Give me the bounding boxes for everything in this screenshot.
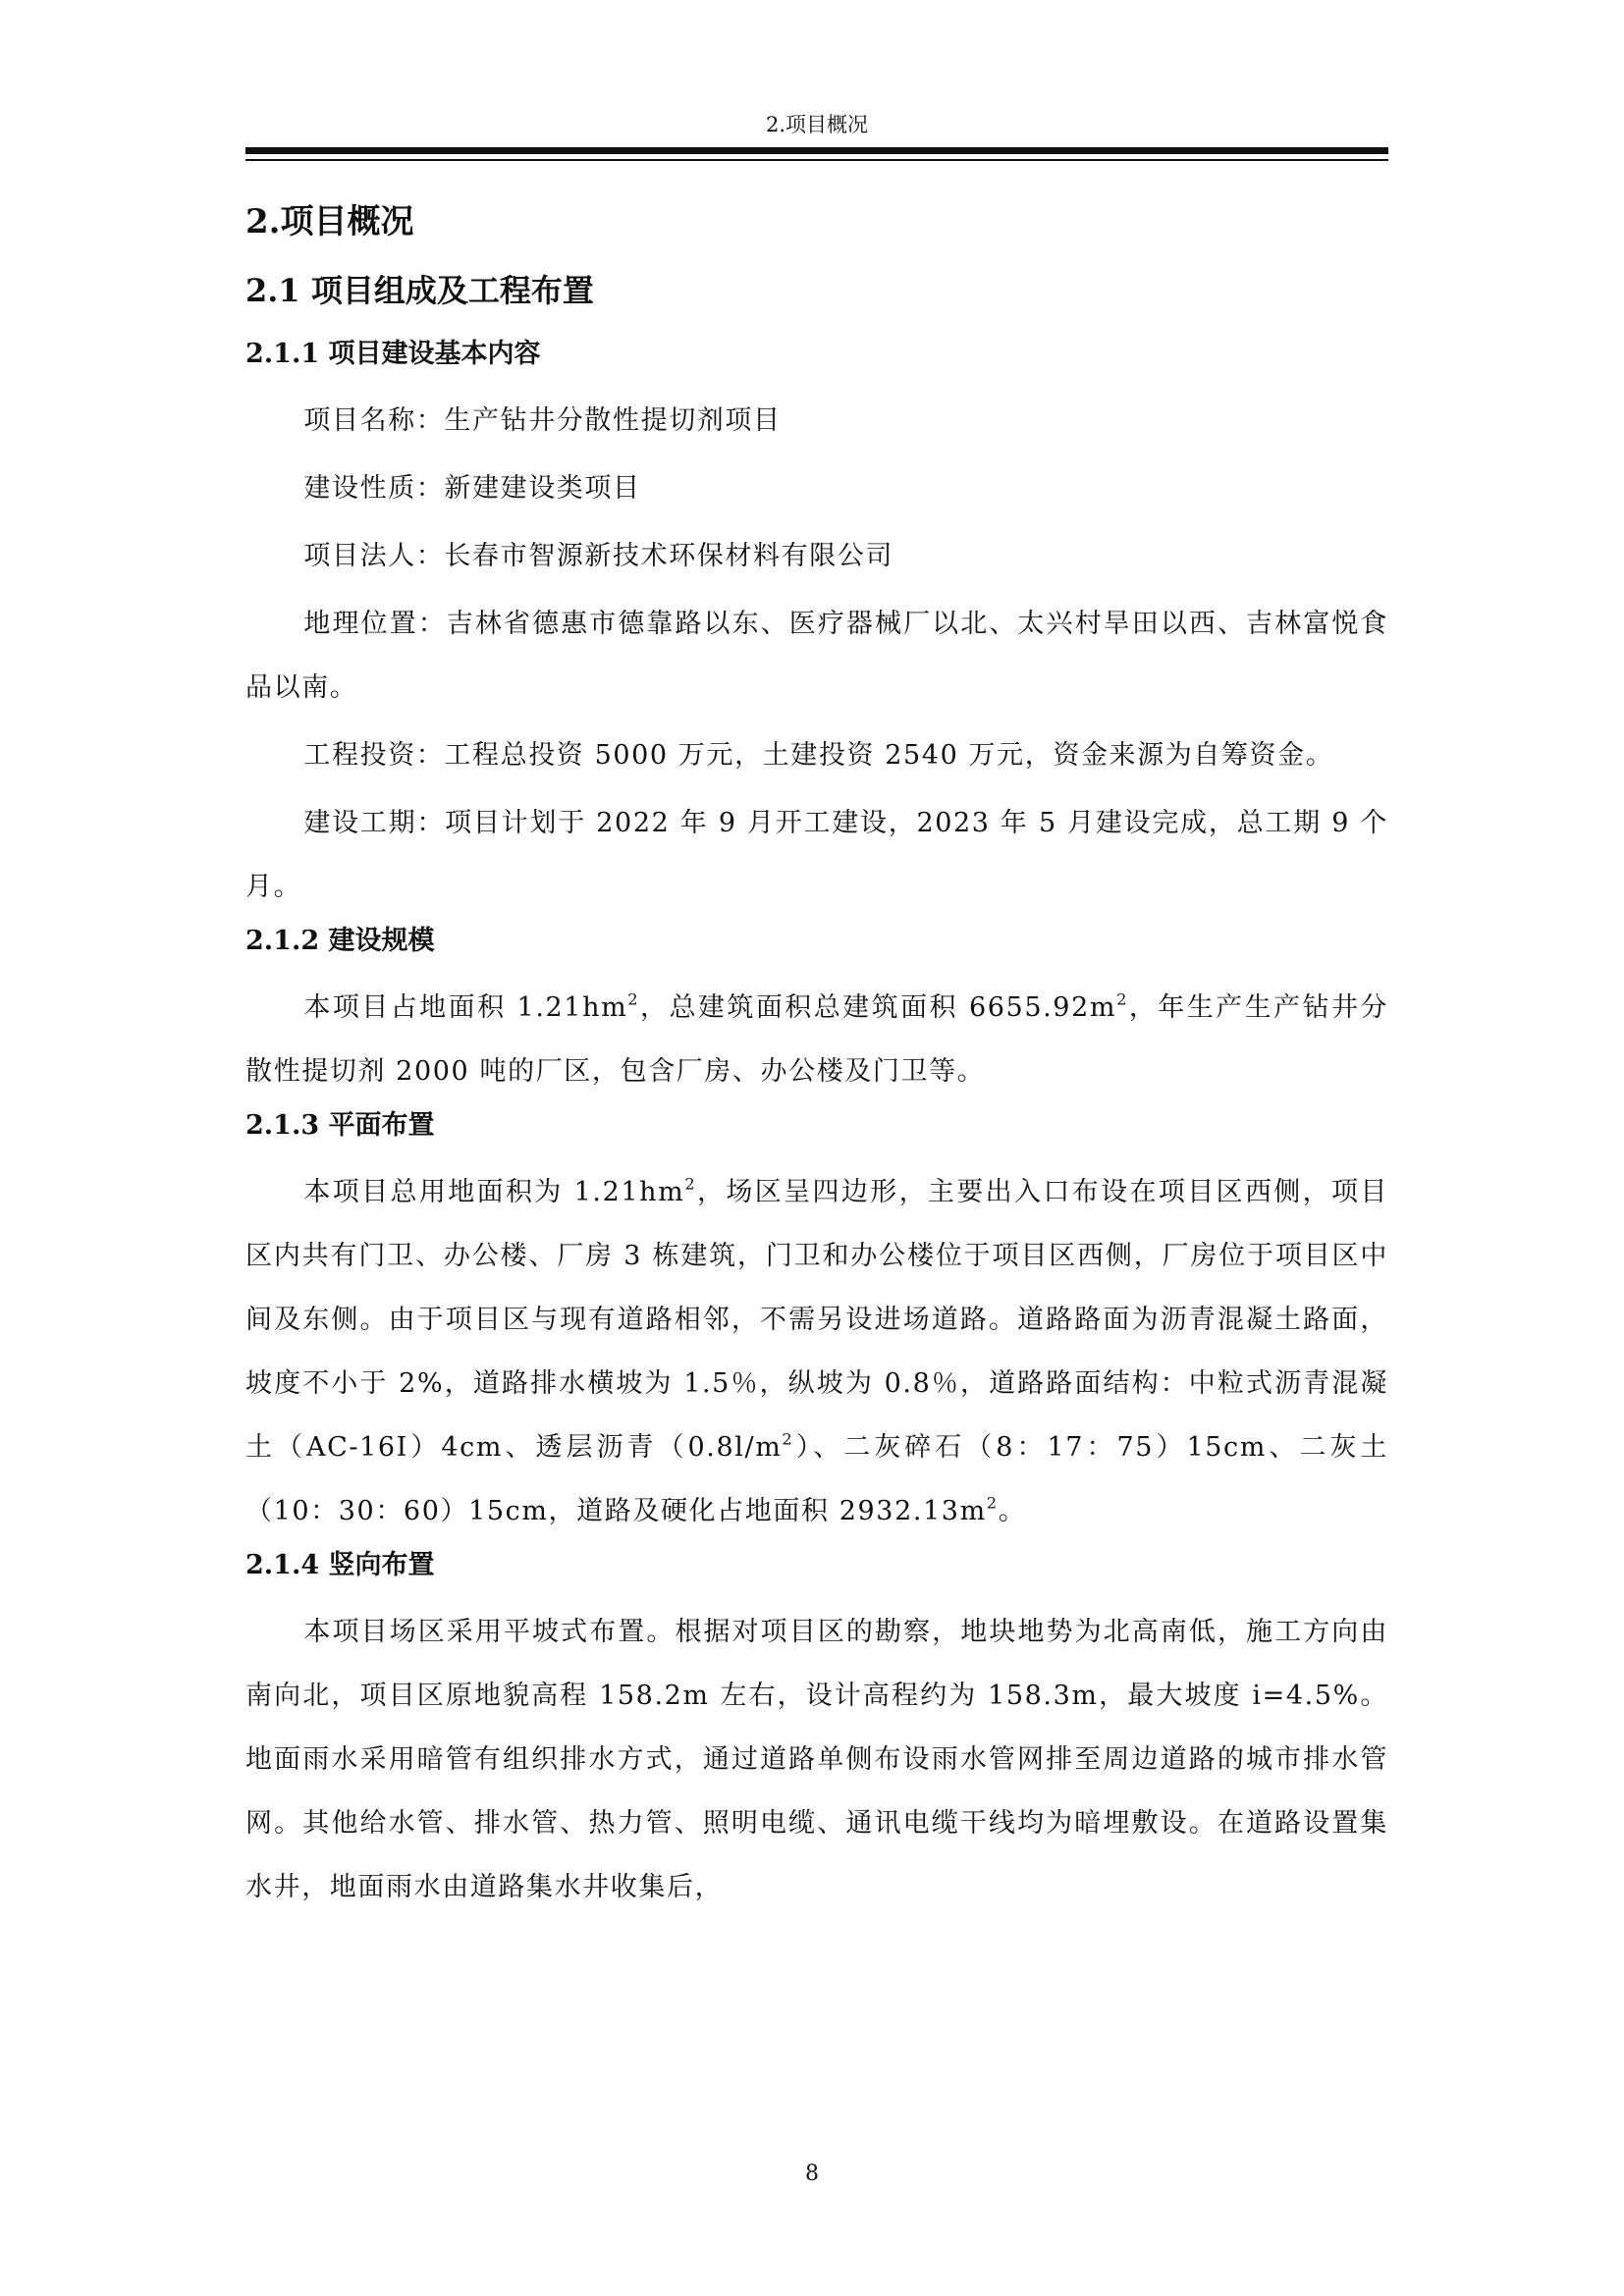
paragraph-vertical-layout: 本项目场区采用平坡式布置。根据对项目区的勘察，地块地势为北高南低，施工方向由南向北，项目区原地貌高程 158.2m 左右，设计高程约为 158.3m，最大坡度 i=4.5%。地面雨水采用暗管有组织排水方式，通过道路单侧布设雨水管网排至周边道路的城市排水管网。其他给水管、排水管、热力管、照明电缆、通讯电缆干线均为暗埋敷设。在道路设置集水井，地面雨水由道路集水井收集后， — [245, 1617, 1388, 1902]
header-rule-thick — [245, 147, 1388, 154]
section-title: 2.1 项目组成及工程布置 — [245, 272, 594, 309]
page-body — [245, 196, 1388, 1923]
superscript: 2 — [782, 1429, 794, 1449]
scale-text-c: ，年生产生产钻井分散性提切剂 2000 吨的厂区，包含厂房、办公楼及门卫等。 — [245, 992, 1389, 1087]
layout-text-d: 。 — [998, 1496, 1027, 1526]
scale-text-a: 本项目占地面积 1.21hm — [303, 992, 628, 1023]
header-rule-thin — [245, 159, 1388, 161]
superscript: 2 — [627, 989, 640, 1009]
paragraph-layout — [245, 1160, 1388, 1543]
subsection-title-2-1-1: 2.1.1 项目建设基本内容 — [245, 339, 541, 369]
subsection-title-2-1-4: 2.1.4 竖向布置 — [245, 1550, 435, 1580]
superscript: 2 — [684, 1174, 697, 1194]
page-number: 8 — [805, 2162, 819, 2186]
superscript: 2 — [1116, 989, 1128, 1009]
chapter-title: 2.项目概况 — [245, 202, 414, 241]
layout-text-c: ）、二灰碎石（8：17：75）15cm、二灰土（10：30：60）15cm，道路及硬化占地面积 2932.13m — [245, 1432, 1388, 1526]
paragraph-project-name: 项目名称：生产钻井分散性提切剂项目 — [303, 405, 782, 436]
layout-text-b: ，场区呈四边形，主要出入口布设在项目区西侧，项目区内共有门卫、办公楼、厂房 3 栋建筑，门卫和办公楼位于项目区西侧，厂房位于项目区中间及东侧。由于项目区与现有道路相邻，不需另设进场道路。道路路面为沥青混凝土路面，坡度不小于 2%，道路排水横坡为 1.5％，纵坡为 0.8％，道路路面结构：中粒式沥青混凝土（AC-16I）4cm、透层沥青（0.8l/m — [245, 1177, 1389, 1463]
paragraph-scale — [245, 976, 1388, 1103]
paragraph-legal-entity: 项目法人：长春市智源新技术环保材料有限公司 — [303, 541, 893, 571]
scale-text-b: ，总建筑面积总建筑面积 6655.92m — [639, 992, 1117, 1023]
paragraph-schedule: 建设工期：项目计划于 2022 年 9 月开工建设，2023 年 5 月建设完成，总工期 9 个月。 — [245, 808, 1388, 902]
paragraph-construction-nature: 建设性质：新建建设类项目 — [303, 473, 641, 504]
subsection-title-2-1-2: 2.1.2 建设规模 — [245, 926, 435, 956]
subsection-title-2-1-3: 2.1.3 平面布置 — [245, 1110, 435, 1141]
superscript: 2 — [986, 1493, 999, 1513]
running-header: 2.项目概况 — [765, 113, 869, 136]
layout-text-a: 本项目总用地面积为 1.21hm — [303, 1177, 685, 1207]
paragraph-investment: 工程投资：工程总投资 5000 万元，土建投资 2540 万元，资金来源为自筹资金。 — [303, 740, 1334, 771]
paragraph-location: 地理位置：吉林省德惠市德靠路以东、医疗器械厂以北、太兴村旱田以西、吉林富悦食品以南。 — [245, 609, 1388, 703]
